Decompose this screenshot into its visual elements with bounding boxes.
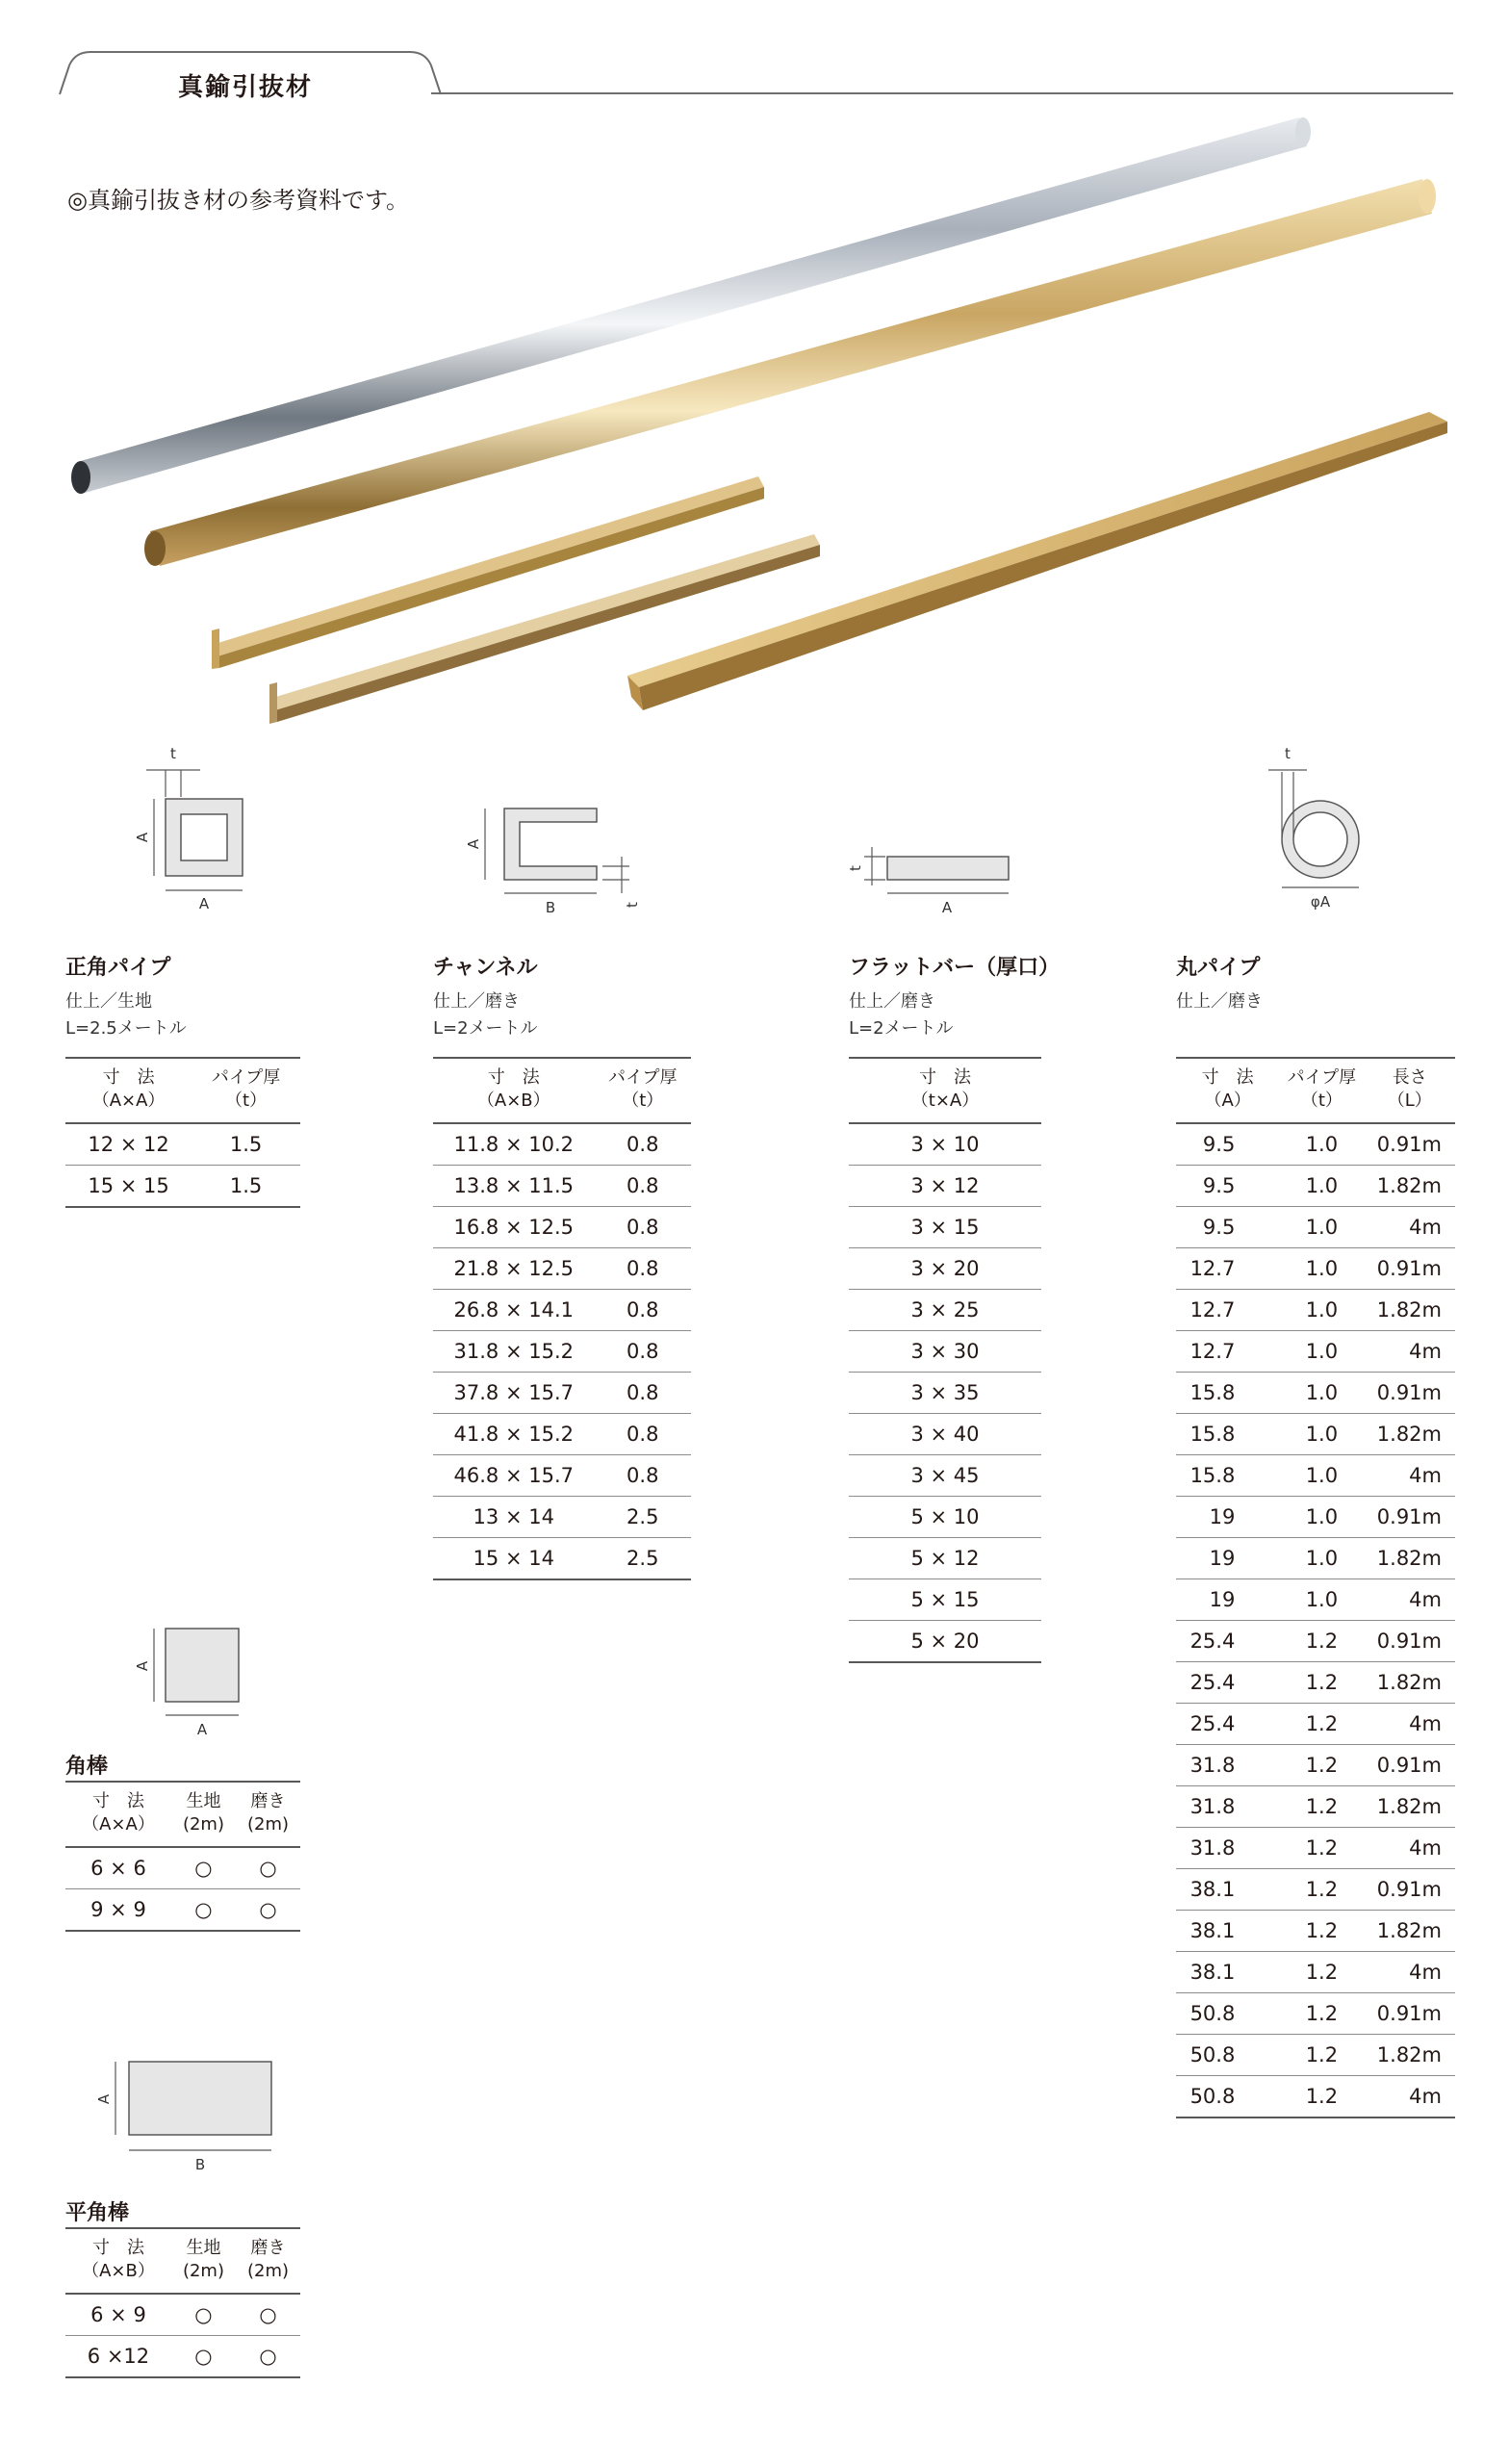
header-label: 寸 法 <box>91 1791 144 1811</box>
round-pipe-section <box>1176 951 1263 1015</box>
table-cell: 15 × 15 <box>65 1166 192 1208</box>
dim-t-label: t <box>170 745 176 762</box>
table-cell: 3 × 25 <box>849 1290 1041 1331</box>
table-cell: 5 × 20 <box>849 1621 1041 1663</box>
table-cell: 0.8 <box>595 1414 692 1455</box>
column-header <box>65 1058 192 1123</box>
table-cell: 1.82m <box>1364 1538 1455 1579</box>
table-cell: 38.1 <box>1176 1869 1279 1911</box>
table-cell: 0.8 <box>595 1207 692 1248</box>
dim-a-label: A <box>95 2093 113 2105</box>
table-cell: 26.8 × 14.1 <box>433 1290 595 1331</box>
table-cell: 2.5 <box>595 1538 692 1580</box>
table-cell: 1.0 <box>1279 1579 1364 1621</box>
dim-b-label: B <box>194 2156 206 2173</box>
table-cell: ○ <box>236 2294 300 2336</box>
dim-b-label: B <box>545 899 556 916</box>
table-cell: 5 × 15 <box>849 1579 1041 1621</box>
table-cell: 15.8 <box>1176 1373 1279 1414</box>
header-label: 磨き <box>250 2238 286 2258</box>
table-cell: 3 × 30 <box>849 1331 1041 1373</box>
table-cell: 3 × 45 <box>849 1455 1041 1497</box>
table-row <box>849 1414 1041 1455</box>
table-cell: ○ <box>236 1847 300 1889</box>
header-sublabel: (2m) <box>182 1814 224 1835</box>
square-pipe-table <box>65 1057 300 1208</box>
page-title: 真鍮引抜材 <box>177 73 313 102</box>
table-row <box>433 1538 691 1580</box>
table-cell: 0.91m <box>1364 1993 1455 2035</box>
finish-note: 仕上／生地 <box>65 991 152 1012</box>
table-cell: 4m <box>1364 1704 1455 1745</box>
dim-t-label: t <box>1285 745 1291 762</box>
table-cell: 3 × 40 <box>849 1414 1041 1455</box>
dim-phia-label: φA <box>1310 893 1331 911</box>
table-cell: 1.2 <box>1279 1911 1364 1952</box>
header-label: パイプ厚 <box>211 1067 281 1088</box>
table-cell: 4m <box>1364 1455 1455 1497</box>
channel-table <box>433 1057 691 1580</box>
table-row <box>433 1166 691 1207</box>
table-cell: 0.8 <box>595 1331 692 1373</box>
length-note: L=2メートル <box>849 1018 954 1039</box>
dim-t-label: t <box>624 902 641 908</box>
header-label: 生地 <box>186 2238 221 2258</box>
table-cell: 1.2 <box>1279 1704 1364 1745</box>
table-cell: 9 × 9 <box>65 1889 171 1932</box>
table-cell: 12 × 12 <box>65 1123 192 1166</box>
table-row <box>1176 1538 1455 1579</box>
square-pipe-diagram <box>96 732 260 914</box>
table-header-row <box>849 1058 1041 1123</box>
round-pipe-diagram <box>1241 733 1395 916</box>
table-cell: 15 × 14 <box>433 1538 595 1580</box>
table-cell: 38.1 <box>1176 1911 1279 1952</box>
table-header-row <box>65 2228 300 2294</box>
table-cell: 9.5 <box>1176 1166 1279 1207</box>
table-cell: 1.0 <box>1279 1455 1364 1497</box>
table-cell: 0.8 <box>595 1290 692 1331</box>
table-cell: 1.82m <box>1364 1911 1455 1952</box>
table-cell: 6 × 9 <box>65 2294 171 2336</box>
square-pipe-section <box>65 951 187 1042</box>
dim-a-label-horiz: A <box>196 1721 208 1738</box>
table-cell: ○ <box>171 1847 236 1889</box>
table-header-row <box>65 1782 300 1847</box>
table-cell: 15.8 <box>1176 1414 1279 1455</box>
table-cell: 0.91m <box>1364 1497 1455 1538</box>
header-sublabel: （t） <box>1300 1091 1343 1111</box>
dim-a-label-vert: A <box>134 832 151 843</box>
table-cell: 1.82m <box>1364 1414 1455 1455</box>
flat-square-bar-table <box>65 2227 300 2378</box>
square-bar-title: 角棒 <box>65 1755 109 1779</box>
table-cell: 1.2 <box>1279 1828 1364 1869</box>
table-cell: 31.8 <box>1176 1828 1279 1869</box>
header-sublabel: （t） <box>225 1091 268 1111</box>
table-cell: 6 × 6 <box>65 1847 171 1889</box>
table-cell: 12.7 <box>1176 1248 1279 1290</box>
table-cell: 19 <box>1176 1579 1279 1621</box>
length-note: L=2メートル <box>433 1018 538 1039</box>
table-cell: 1.0 <box>1279 1497 1364 1538</box>
table-cell: 50.8 <box>1176 2035 1279 2076</box>
table-cell: 1.0 <box>1279 1414 1364 1455</box>
table-row <box>1176 1166 1455 1207</box>
header-label: 寸 法 <box>1201 1067 1254 1088</box>
table-cell: 1.5 <box>192 1123 300 1166</box>
table-row <box>1176 1662 1455 1704</box>
header-sublabel: （A×B） <box>82 2261 155 2281</box>
header-label: 寸 法 <box>487 1067 540 1088</box>
table-row <box>1176 1745 1455 1786</box>
header-label: パイプ厚 <box>1287 1067 1357 1088</box>
table-cell: 4m <box>1364 2076 1455 2118</box>
table-cell: 0.8 <box>595 1373 692 1414</box>
table-cell: 1.82m <box>1364 1662 1455 1704</box>
table-row <box>849 1248 1041 1290</box>
finish-note: 仕上／磨き <box>1176 991 1263 1012</box>
table-row <box>433 1207 691 1248</box>
column-header <box>1279 1058 1364 1123</box>
header-label: パイプ厚 <box>608 1067 678 1088</box>
table-row <box>1176 2076 1455 2118</box>
table-cell: ○ <box>171 2294 236 2336</box>
flat-square-bar-title: 平角棒 <box>65 2201 130 2225</box>
table-cell: 41.8 × 15.2 <box>433 1414 595 1455</box>
column-header <box>171 2228 236 2294</box>
table-cell: 31.8 × 15.2 <box>433 1331 595 1373</box>
table-header-row <box>65 1058 300 1123</box>
table-cell: 1.2 <box>1279 2035 1364 2076</box>
table-cell: 13 × 14 <box>433 1497 595 1538</box>
table-cell: 0.91m <box>1364 1745 1455 1786</box>
table-cell: 0.91m <box>1364 1248 1455 1290</box>
column-header <box>595 1058 692 1123</box>
table-row <box>433 1290 691 1331</box>
header-sublabel: （t） <box>622 1091 664 1111</box>
table-cell: 0.8 <box>595 1248 692 1290</box>
table-cell: 38.1 <box>1176 1952 1279 1993</box>
header-label: 寸 法 <box>102 1067 155 1088</box>
table-cell: 31.8 <box>1176 1745 1279 1786</box>
table-cell: 1.2 <box>1279 1869 1364 1911</box>
table-cell: 50.8 <box>1176 1993 1279 2035</box>
section-title: チャンネル <box>433 956 538 980</box>
table-cell: 0.91m <box>1364 1373 1455 1414</box>
table-row <box>849 1455 1041 1497</box>
header-sublabel: (2m) <box>246 2261 289 2281</box>
table-cell: 4m <box>1364 1828 1455 1869</box>
table-row <box>849 1579 1041 1621</box>
table-cell: 3 × 20 <box>849 1248 1041 1290</box>
flat-bar-diagram <box>837 837 1020 924</box>
dim-a-label-vert: A <box>134 1660 151 1672</box>
table-cell: 6 ×12 <box>65 2336 171 2378</box>
table-cell: 25.4 <box>1176 1621 1279 1662</box>
header-sublabel: (2m) <box>182 2261 224 2281</box>
table-cell: 21.8 × 12.5 <box>433 1248 595 1290</box>
dim-a-label: A <box>465 838 482 850</box>
table-row <box>433 1497 691 1538</box>
table-cell: ○ <box>236 1889 300 1932</box>
header-label: 生地 <box>186 1791 221 1811</box>
table-cell: 19 <box>1176 1538 1279 1579</box>
table-row <box>433 1373 691 1414</box>
table-cell: ○ <box>171 1889 236 1932</box>
column-header <box>236 1782 300 1847</box>
header-sublabel: （A） <box>1204 1091 1251 1111</box>
column-header <box>1176 1058 1279 1123</box>
table-cell: 0.8 <box>595 1455 692 1497</box>
table-row <box>433 1123 691 1166</box>
table-cell: 1.2 <box>1279 1662 1364 1704</box>
table-row <box>1176 1455 1455 1497</box>
header-sublabel: （A×A） <box>82 1814 155 1835</box>
section-title: 正角パイプ <box>65 956 171 980</box>
column-header <box>236 2228 300 2294</box>
finish-note: 仕上／磨き <box>433 991 520 1012</box>
table-row <box>849 1207 1041 1248</box>
table-cell: 3 × 15 <box>849 1207 1041 1248</box>
dim-a-label-horiz: A <box>198 895 210 912</box>
column-header <box>433 1058 595 1123</box>
table-cell: 1.0 <box>1279 1123 1364 1166</box>
table-cell: 9.5 <box>1176 1207 1279 1248</box>
table-cell: 2.5 <box>595 1497 692 1538</box>
table-cell: 1.82m <box>1364 2035 1455 2076</box>
table-row <box>1176 1207 1455 1248</box>
table-cell: 1.0 <box>1279 1207 1364 1248</box>
table-cell: 12.7 <box>1176 1331 1279 1373</box>
table-row <box>1176 1993 1455 2035</box>
table-cell: 3 × 35 <box>849 1373 1041 1414</box>
table-cell: 0.8 <box>595 1123 692 1166</box>
square-bar-diagram <box>96 1617 260 1742</box>
column-header <box>65 1782 171 1847</box>
table-cell: 37.8 × 15.7 <box>433 1373 595 1414</box>
column-header <box>65 2228 171 2294</box>
table-cell: ○ <box>236 2336 300 2378</box>
table-row <box>65 1166 300 1208</box>
finish-note: 仕上／磨き <box>849 991 935 1012</box>
channel-diagram <box>445 780 647 924</box>
length-note: L=2.5メートル <box>65 1018 187 1039</box>
brass-round-pipe-image <box>144 179 1436 566</box>
channel-section <box>433 951 538 1042</box>
table-cell: 31.8 <box>1176 1786 1279 1828</box>
header-label: 長さ <box>1392 1067 1427 1088</box>
table-row <box>849 1123 1041 1166</box>
table-cell: 1.2 <box>1279 1993 1364 2035</box>
product-photo <box>58 106 1472 741</box>
table-cell: 1.0 <box>1279 1373 1364 1414</box>
table-row <box>1176 1373 1455 1414</box>
square-bar-table <box>65 1781 300 1932</box>
table-row <box>849 1497 1041 1538</box>
column-header <box>171 1782 236 1847</box>
table-cell: 11.8 × 10.2 <box>433 1123 595 1166</box>
table-row <box>1176 1123 1455 1166</box>
table-row <box>433 1455 691 1497</box>
table-row <box>1176 1248 1455 1290</box>
flat-bar-section <box>849 951 1060 1042</box>
column-header <box>1364 1058 1455 1123</box>
table-cell: 46.8 × 15.7 <box>433 1455 595 1497</box>
table-row <box>1176 1621 1455 1662</box>
section-title: 丸パイプ <box>1176 956 1261 980</box>
table-row <box>1176 1331 1455 1373</box>
table-cell: 1.0 <box>1279 1248 1364 1290</box>
header-sublabel: （t×A） <box>910 1091 980 1111</box>
table-row <box>849 1373 1041 1414</box>
table-cell: 1.0 <box>1279 1538 1364 1579</box>
table-cell: 5 × 12 <box>849 1538 1041 1579</box>
table-cell: 1.2 <box>1279 2076 1364 2118</box>
table-cell: 4m <box>1364 1579 1455 1621</box>
table-cell: 4m <box>1364 1207 1455 1248</box>
header-sublabel: (2m) <box>246 1814 289 1835</box>
header-sublabel: （L） <box>1387 1091 1432 1111</box>
header-sublabel: （A×B） <box>476 1091 550 1111</box>
table-row <box>849 1290 1041 1331</box>
table-cell: 1.2 <box>1279 1745 1364 1786</box>
table-row <box>1176 1911 1455 1952</box>
table-cell: 0.91m <box>1364 1123 1455 1166</box>
table-row <box>1176 1290 1455 1331</box>
table-row <box>849 1538 1041 1579</box>
table-cell: 16.8 × 12.5 <box>433 1207 595 1248</box>
table-row <box>849 1331 1041 1373</box>
table-cell: 1.0 <box>1279 1290 1364 1331</box>
header-rule <box>431 92 1453 94</box>
table-row <box>1176 1869 1455 1911</box>
table-cell: 1.82m <box>1364 1166 1455 1207</box>
table-row <box>1176 1952 1455 1993</box>
table-cell: 5 × 10 <box>849 1497 1041 1538</box>
header-label: 磨き <box>250 1791 286 1811</box>
table-row <box>849 1621 1041 1663</box>
table-row <box>65 2294 300 2336</box>
table-cell: 1.82m <box>1364 1290 1455 1331</box>
table-row <box>433 1248 691 1290</box>
flat-square-bar-diagram <box>67 2050 289 2175</box>
table-cell: 1.2 <box>1279 1786 1364 1828</box>
table-cell: 15.8 <box>1176 1455 1279 1497</box>
table-row <box>1176 2035 1455 2076</box>
table-row <box>65 1847 300 1889</box>
table-cell: 13.8 × 11.5 <box>433 1166 595 1207</box>
table-cell: 1.82m <box>1364 1786 1455 1828</box>
table-row <box>65 1123 300 1166</box>
table-cell: 1.5 <box>192 1166 300 1208</box>
table-row <box>1176 1414 1455 1455</box>
table-cell: 3 × 10 <box>849 1123 1041 1166</box>
column-header <box>849 1058 1041 1123</box>
table-header-row <box>433 1058 691 1123</box>
header-label: 寸 法 <box>919 1067 971 1088</box>
table-row <box>849 1166 1041 1207</box>
table-row <box>65 2336 300 2378</box>
table-cell: 1.2 <box>1279 1952 1364 1993</box>
table-cell: 0.8 <box>595 1166 692 1207</box>
table-row <box>1176 1497 1455 1538</box>
chrome-round-pipe-image <box>71 117 1311 494</box>
table-row <box>1176 1704 1455 1745</box>
table-cell: 1.2 <box>1279 1621 1364 1662</box>
section-title: フラットバー（厚口） <box>849 956 1061 980</box>
dim-a-label: A <box>941 899 953 916</box>
table-cell: 0.91m <box>1364 1869 1455 1911</box>
table-cell: ○ <box>171 2336 236 2378</box>
dim-t-label: t <box>847 865 864 871</box>
table-cell: 4m <box>1364 1331 1455 1373</box>
flat-bar-table <box>849 1057 1041 1663</box>
table-row <box>433 1414 691 1455</box>
table-row <box>65 1889 300 1932</box>
table-row <box>433 1331 691 1373</box>
intro-text: ◎真鍮引抜き材の参考資料です。 <box>67 187 410 214</box>
table-cell: 25.4 <box>1176 1662 1279 1704</box>
table-cell: 1.0 <box>1279 1166 1364 1207</box>
table-header-row <box>1176 1058 1455 1123</box>
table-cell: 4m <box>1364 1952 1455 1993</box>
round-pipe-table <box>1176 1057 1455 2118</box>
table-cell: 3 × 12 <box>849 1166 1041 1207</box>
table-cell: 12.7 <box>1176 1290 1279 1331</box>
header-sublabel: （A×A） <box>91 1091 166 1111</box>
table-cell: 50.8 <box>1176 2076 1279 2118</box>
table-row <box>1176 1786 1455 1828</box>
table-row <box>1176 1579 1455 1621</box>
table-cell: 1.0 <box>1279 1331 1364 1373</box>
table-cell: 0.91m <box>1364 1621 1455 1662</box>
column-header <box>192 1058 300 1123</box>
table-cell: 19 <box>1176 1497 1279 1538</box>
table-row <box>1176 1828 1455 1869</box>
header-label: 寸 法 <box>91 2238 144 2258</box>
table-cell: 25.4 <box>1176 1704 1279 1745</box>
table-cell: 9.5 <box>1176 1123 1279 1166</box>
